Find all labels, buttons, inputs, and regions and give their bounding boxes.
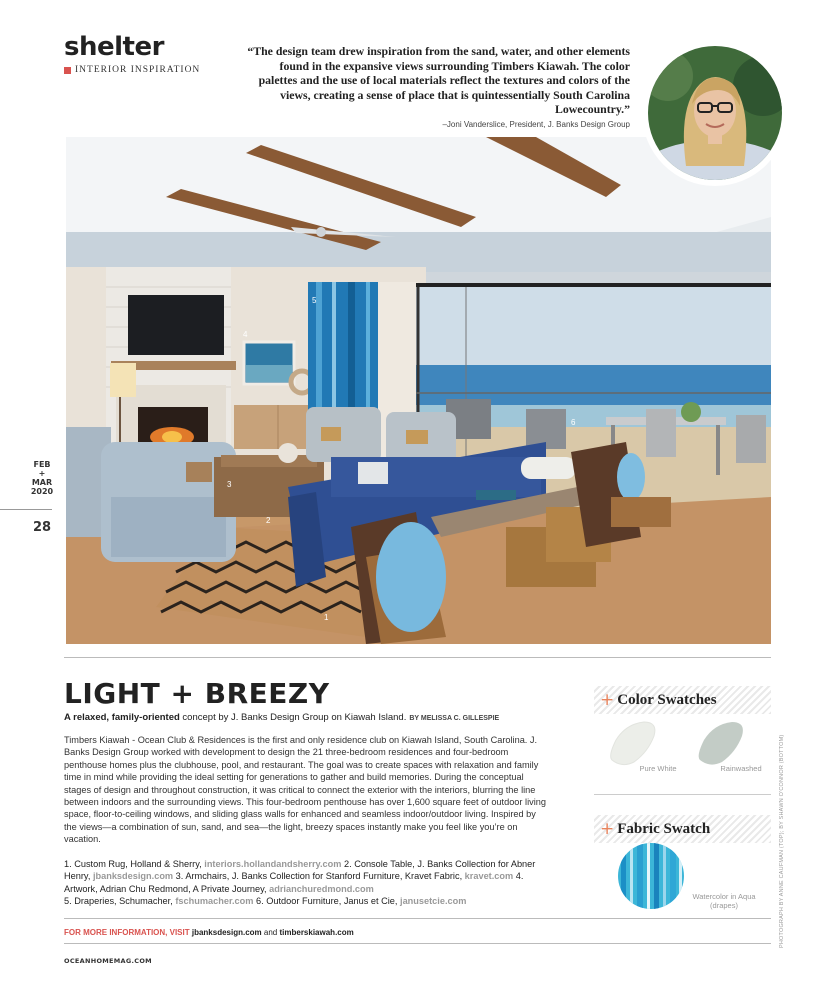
credit-text: 4. Artwork, Adrian Chu Redmond, A Private Journey, — [64, 871, 524, 894]
article-dek — [64, 712, 499, 723]
quote-text: “The design team drew inspiration from the sand, water, and other elements found in the expansive views surrounding Timbers Kiawah. The color palettes and the use of local materials reflect the textures and colors of the views, creating a sense of place that is quintessentially South Carolina Lowecountry.” — [247, 44, 630, 116]
credit-text: 6. Outdoor Furniture, Janus et Cie, — [253, 895, 401, 906]
fabric-swatch-header — [594, 815, 771, 843]
credit-link[interactable]: jbanksdesign.com — [92, 871, 174, 882]
photo-credit: PHOTOGRAPH BY ANNE CAUFMAN (TOP); BY SHAWN O'CONNOR (BOTTOM) — [779, 734, 785, 948]
swatch-label-pure-white: Pure White — [639, 764, 677, 773]
designer-portrait — [642, 40, 788, 186]
quote-attribution: –Joni Vanderslice, President, J. Banks Design Group — [442, 119, 630, 129]
photo-label-1: 1 — [324, 613, 329, 622]
fabric-label-line-2: (drapes) — [710, 901, 738, 910]
color-swatches-header — [594, 686, 771, 714]
photo-label-4: 4 — [243, 330, 248, 339]
article-body: Timbers Kiawah - Ocean Club & Residences is the first and only residence club on Kiawah Island, South Carolina. J. Banks Design Group worked with development to design the 21 three-bedroom residences and four-bedroom penthouse homes plus the clubhouse, pool, and restaurant. The goal was to create spaces with relaxation and family time in mind while providing the ideal setting for generations to gather and build memories. During the conceptual stages of design and throughout construction, it was critical to connect the exterior with the interiors, blurring the line between indoors and the surrounding views. This four-bedroom penthouse has over 1,600 square feet of outdoor living space, floor-to-ceiling windows, and sliding glass walls for enhanced and seamless indoor/outdoor living. Inspired by the views—a combination of sun, sand, and sea—the light, breezy spaces instantly make you feel like you’re on vacation. — [64, 735, 546, 845]
more-info — [64, 928, 354, 937]
credit-link[interactable]: janusetcie.com — [400, 895, 467, 906]
living-room-image — [66, 137, 771, 644]
plus-icon: + — [600, 690, 615, 710]
section-label: INTERIOR INSPIRATION — [75, 65, 201, 75]
credit-text: 5. Draperies, Schumacher, — [64, 895, 176, 906]
photo-label-3: 3 — [227, 480, 232, 489]
red-square-icon — [64, 67, 71, 74]
fabric-swatch-title: Fabric Swatch — [617, 820, 711, 837]
date-year: 2020 — [30, 487, 54, 496]
more-info-link-1[interactable]: jbanksdesign.com — [191, 928, 262, 937]
fabric-label-line-1: Watercolor in Aqua — [692, 892, 756, 901]
source-credits — [64, 858, 554, 907]
issue-date — [28, 460, 56, 496]
credit-link[interactable]: fschumacher.com — [175, 895, 254, 906]
section-tag — [64, 65, 200, 75]
plus-icon: + — [600, 819, 615, 839]
footer-site: OCEANHOMEMAG.COM — [64, 957, 152, 965]
credit-link[interactable]: kravet.com — [464, 871, 514, 882]
credit-link[interactable]: adrianchuredmond.com — [269, 883, 374, 894]
byline: BY MELISSA C. GILLESPIE — [409, 715, 500, 722]
hero-photo — [66, 137, 771, 644]
date-month-2: MAR — [31, 478, 53, 487]
fabric-swatch-image — [617, 842, 685, 910]
divider — [64, 943, 771, 944]
divider — [64, 657, 771, 658]
article-headline: LIGHT + BREEZY — [64, 677, 330, 710]
portrait-image — [648, 46, 782, 180]
dek-bold: A relaxed, family-oriented — [64, 712, 180, 723]
panel-divider — [594, 794, 771, 795]
more-info-link-2[interactable]: timberskiawah.com — [279, 928, 354, 937]
credit-text: 1. Custom Rug, Holland & Sherry, — [64, 859, 205, 869]
swatch-label-rainwashed: Rainwashed — [720, 764, 762, 773]
color-swatches-title: Color Swatches — [617, 691, 717, 708]
date-month: FEB — [33, 460, 51, 469]
photo-label-6: 6 — [571, 418, 576, 427]
fabric-label — [684, 892, 764, 910]
page-number: 28 — [32, 520, 52, 535]
credit-text: 2. Console Table, J. Banks Collection for Abner Henry, — [64, 859, 536, 882]
more-info-label: FOR MORE INFORMATION, VISIT — [64, 928, 190, 937]
credit-link[interactable]: interiors.hollandandsherry.com — [204, 859, 342, 869]
more-info-and: and — [263, 928, 278, 937]
credit-text: 3. Armchairs, J. Banks Collection for Stanford Furniture, Kravet Fabric, — [173, 871, 465, 882]
paint-swatches — [604, 716, 764, 768]
divider — [64, 918, 771, 919]
rainwashed-swatch — [699, 722, 743, 765]
pure-white-swatch — [611, 722, 655, 765]
dek-rest: concept by J. Banks Design Group on Kiawah Island. — [179, 712, 407, 723]
pull-quote — [240, 44, 630, 129]
masthead — [64, 32, 200, 75]
side-divider — [0, 509, 52, 510]
date-plus: + — [38, 469, 46, 478]
brand-title: shelter — [64, 32, 164, 62]
photo-label-2: 2 — [266, 516, 271, 525]
photo-label-5: 5 — [312, 296, 317, 305]
